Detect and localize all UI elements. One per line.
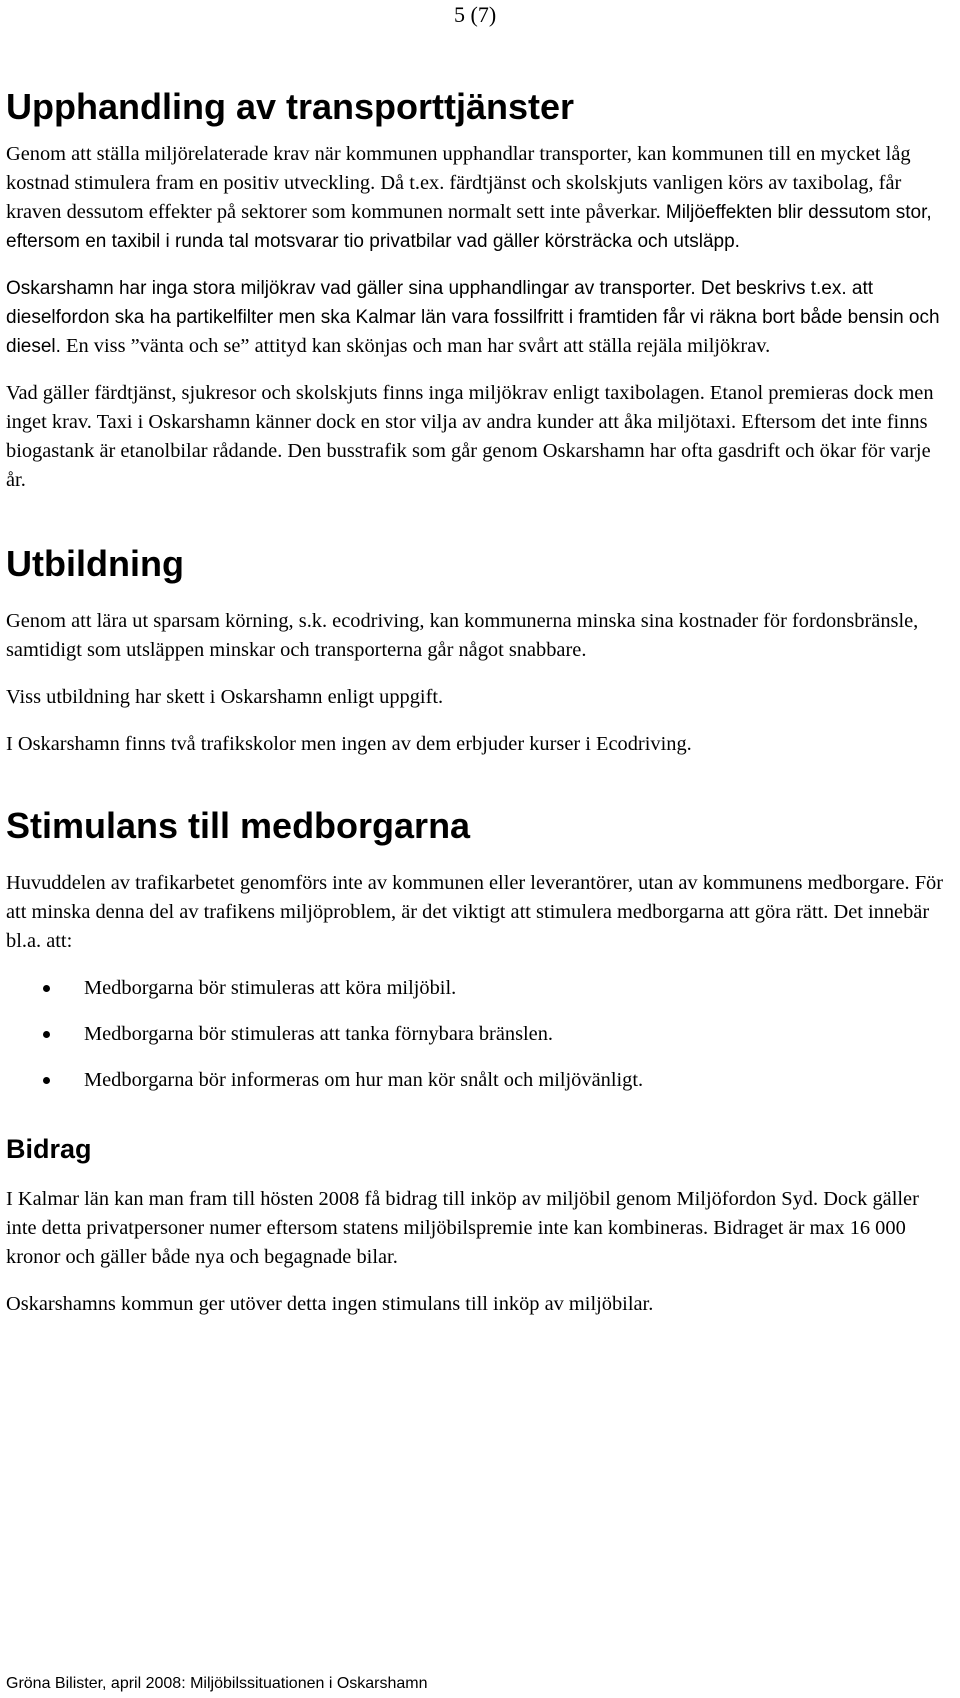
bullet-icon <box>43 1031 50 1038</box>
heading-transport: Upphandling av transporttjänster <box>6 86 575 127</box>
paragraph-utbildning-3: I Oskarshamn finns två trafikskolor men ingen av dem erbjuder kurser i Ecodriving. <box>6 733 692 755</box>
document-body <box>6 86 954 1337</box>
paragraph-utbildning-2: Viss utbildning har skett i Oskarshamn enligt uppgift. <box>6 686 444 708</box>
paragraph-transport-2b: En viss ”vänta och se” attityd kan skönjas och man har svårt att ställa rejäla miljökrav. <box>66 335 771 357</box>
section-stimulans <box>6 805 954 1095</box>
list-item-text: Medborgarna bör informeras om hur man kör snålt och miljövänligt. <box>84 1069 644 1091</box>
bullet-icon <box>43 985 50 992</box>
paragraph-transport-1a: Genom att ställa miljörelaterade krav när kommunen upphandlar transporter, kan kommunen till en mycket låg kostnad stimulera fram en positiv utveckling. Då t.ex. färdtjänst och skolskjuts vanligen körs av taxibolag, får kraven dessutom effekter på sektorer som kommunen normalt sett inte påverkar. <box>6 143 911 223</box>
heading-bidrag: Bidrag <box>6 1134 92 1164</box>
heading-utbildning: Utbildning <box>6 543 184 584</box>
paragraph-stimulans-1: Huvuddelen av trafikarbetet genomförs inte av kommunen eller leverantörer, utan av kommunens medborgare. För att minska denna del av trafikens miljöproblem, är det viktigt att stimulera medborgarna att göra rätt. Det innebär bl.a. att: <box>6 872 944 952</box>
paragraph-bidrag-2: Oskarshamns kommun ger utöver detta ingen stimulans till inköp av miljöbilar. <box>6 1293 654 1315</box>
list-item-text: Medborgarna bör stimuleras att tanka förnybara bränslen. <box>84 1023 554 1045</box>
page-footer: Gröna Bilister, april 2008: Miljöbilssituationen i Oskarshamn <box>6 1675 428 1692</box>
bullet-list <box>6 974 954 1095</box>
paragraph-bidrag-1: I Kalmar län kan man fram till hösten 2008 få bidrag till inköp av miljöbil genom Miljöfordon Syd. Dock gäller inte detta privatpersoner numer eftersom statens miljöbilspremie inte kan kombineras. Bidraget är max 16 000 kronor och gäller både nya och begagnade bilar. <box>6 1188 919 1268</box>
paragraph-transport-2a: Oskarshamn har inga stora miljökrav vad gäller sina upphandlingar av transporter. Det beskrivs t.ex. att dieselfordon ska ha partikelfilter men ska Kalmar län vara fossilfritt i framtiden får vi räkna bort både bensin och diesel. <box>6 278 940 357</box>
bullet-icon <box>43 1077 50 1084</box>
list-item <box>6 974 954 1003</box>
paragraph-utbildning-1: Genom att lära ut sparsam körning, s.k. ecodriving, kan kommunerna minska sina kostnader för fordonsbränsle, samtidigt som utsläppen minskar och transporterna går något snabbare. <box>6 610 919 661</box>
section-bidrag <box>6 1133 954 1319</box>
list-item-text: Medborgarna bör stimuleras att köra miljöbil. <box>84 977 457 999</box>
list-item <box>6 1066 954 1095</box>
section-utbildning <box>6 543 954 759</box>
paragraph-transport-1 <box>6 140 954 256</box>
page-number: 5 (7) <box>454 2 497 27</box>
section-transport <box>6 86 954 495</box>
paragraph-transport-1b: Miljöeffekten blir dessutom stor, eftersom en taxibil i runda tal motsvarar tio privatbilar vad gäller körsträcka och utsläpp. <box>6 202 932 252</box>
paragraph-transport-2 <box>6 274 954 361</box>
list-item <box>6 1020 954 1049</box>
paragraph-transport-3: Vad gäller färdtjänst, sjukresor och skolskjuts finns inga miljökrav enligt taxibolagen. Etanol premieras dock men inget krav. Taxi i Oskarshamn känner dock en stor vilja av andra kunder att åka miljötaxi. Eftersom det inte finns biogastank är etanolbilar rådande. Den busstrafik som går genom Oskarshamn har ofta gasdrift och ökar för varje år. <box>6 382 934 491</box>
heading-stimulans: Stimulans till medborgarna <box>6 805 471 846</box>
